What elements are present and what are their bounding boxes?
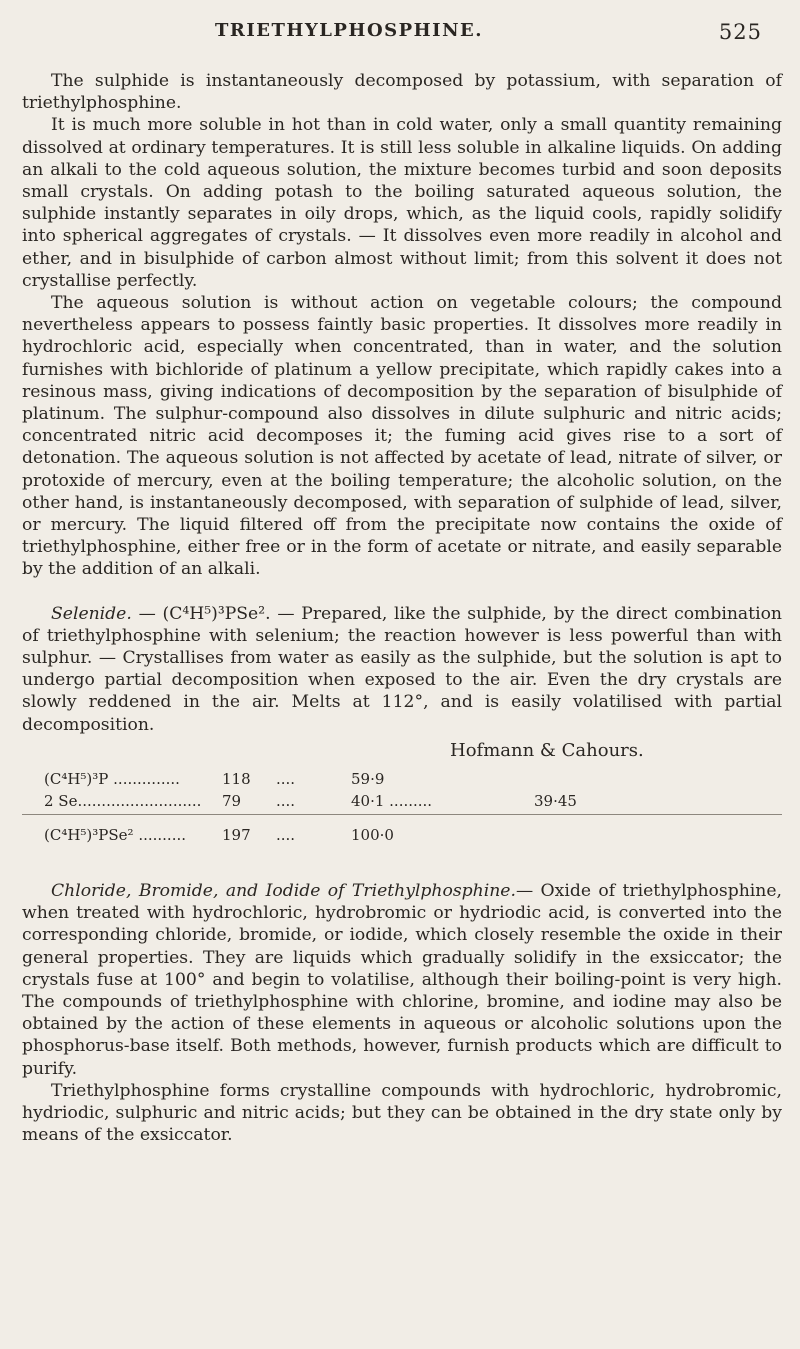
paragraph-chloride [22, 880, 782, 1080]
formula-cell: (C⁴H⁵)³PSe² .......... [44, 825, 187, 844]
percent-cell: 40·1 ......... [351, 791, 433, 810]
formula-cell: (C⁴H⁵)³P .............. [44, 769, 180, 788]
analysis-header: Hofmann & Cahours. [450, 739, 644, 761]
page-number: 525 [718, 20, 762, 44]
page-header [0, 20, 800, 50]
weight-cell: 118 [222, 769, 251, 788]
paragraph-sulphide-potassium: The sulphide is instantaneously decomposed by potassium, with separation of triethylphosphine. [22, 71, 782, 114]
percent-cell: 100·0 [351, 825, 394, 844]
analysis-rule [22, 814, 782, 815]
selenide-heading: Selenide. [51, 603, 132, 624]
found-cell: 39·45 [534, 791, 577, 810]
paragraph-acid-compounds: Triethylphosphine forms crystalline compounds with hydrochloric, hydrobromic, hydriodic, sulphuric and nitric acids; but they can be obtained in the dry state only by means of the exsiccator. [22, 1080, 782, 1146]
body-text [22, 70, 782, 1146]
paragraph-solubility: It is much more soluble in hot than in cold water, only a small quantity remaining dissolved at ordinary temperatures. It is still less soluble in alkaline liquids. On adding an alkali to the cold aqueous solution, the mixture becomes turbid and soon deposits small crystals. On adding potash to the boiling saturated aqueous solution, the sulphide instantly separates in oily drops, which, as the liquid cools, rapidly solidify into spherical aggregates of crystals. — It dissolves even more readily in alcohol and ether, and in bisulphide of carbon almost without limit; from this solvent it does not crystallise perfectly. [22, 115, 782, 291]
dots-cell: .... [276, 769, 296, 788]
weight-cell: 79 [222, 791, 242, 810]
paragraph-aqueous-solution: The aqueous solution is without action on vegetable colours; the compound nevertheless appears to possess faintly basic properties. It dissolves more readily in hydrochloric acid, especially when concentrated, than in water, and the solution furnishes with bichloride of platinum a yellow precipitate, which rapidly cakes into a resinous mass, giving indications of decomposition by the separation of bisulphide of platinum. The sulphur-compound also dissolves in dilute sulphuric and nitric acids; concentrated nitric acid decomposes it; the fuming acid gives rise to a sort of detonation. The aqueous solution is not affected by acetate of lead, nitrate of silver, or protoxide of mercury, even at the boiling temperature; the alcoholic solution, on the other hand, is instantaneously decomposed, with separation of sulphide of lead, silver, or mercury. The liquid filtered off from the precipitate now contains the oxide of triethylphosphine, either free or in the form of acetate or nitrate, and easily separable by the addition of an alkali. [22, 293, 782, 580]
percent-cell: 59·9 [351, 769, 385, 788]
dots-cell: .... [276, 791, 296, 810]
running-title: TRIETHYLPHOSPHINE. [215, 20, 484, 41]
selenide-text: — (C⁴H⁵)³PSe². — Prepared, like the sulphide, by the direct combination of triethylphosphine with selenium; the reaction however is less powerful than with sulphur. — Crystallises from water as easily as the sulphide, but the solution is apt to undergo partial decomposition when exposed to the air. Even the dry crystals are slowly reddened in the air. Melts at 112°, and is easily volatilised with partial decomposition. [22, 603, 782, 735]
weight-cell: 197 [222, 825, 251, 844]
analysis-table [22, 740, 782, 880]
dots-cell: .... [276, 825, 296, 844]
formula-cell: 2 Se.......................... [44, 791, 202, 810]
chloride-text: — Oxide of triethylphosphine, when treated with hydrochloric, hydrobromic or hydriodic acid, is converted into the corresponding chloride, bromide, or iodide, which closely resemble the oxide in their general properties. They are liquids which gradually solidify in the exsiccator; the crystals fuse at 100° and begin to volatilise, although their boiling-point is very high. The compounds of triethylphosphine with chlorine, bromine, and iodine may also be obtained by the action of these elements in aqueous or alcoholic solutions upon the phosphorus-base itself. Both methods, however, furnish products which are difficult to purify. [22, 880, 783, 1079]
chloride-heading: Chloride, Bromide, and Iodide of Triethylphosphine. [51, 880, 516, 901]
paragraph-selenide [22, 603, 782, 736]
